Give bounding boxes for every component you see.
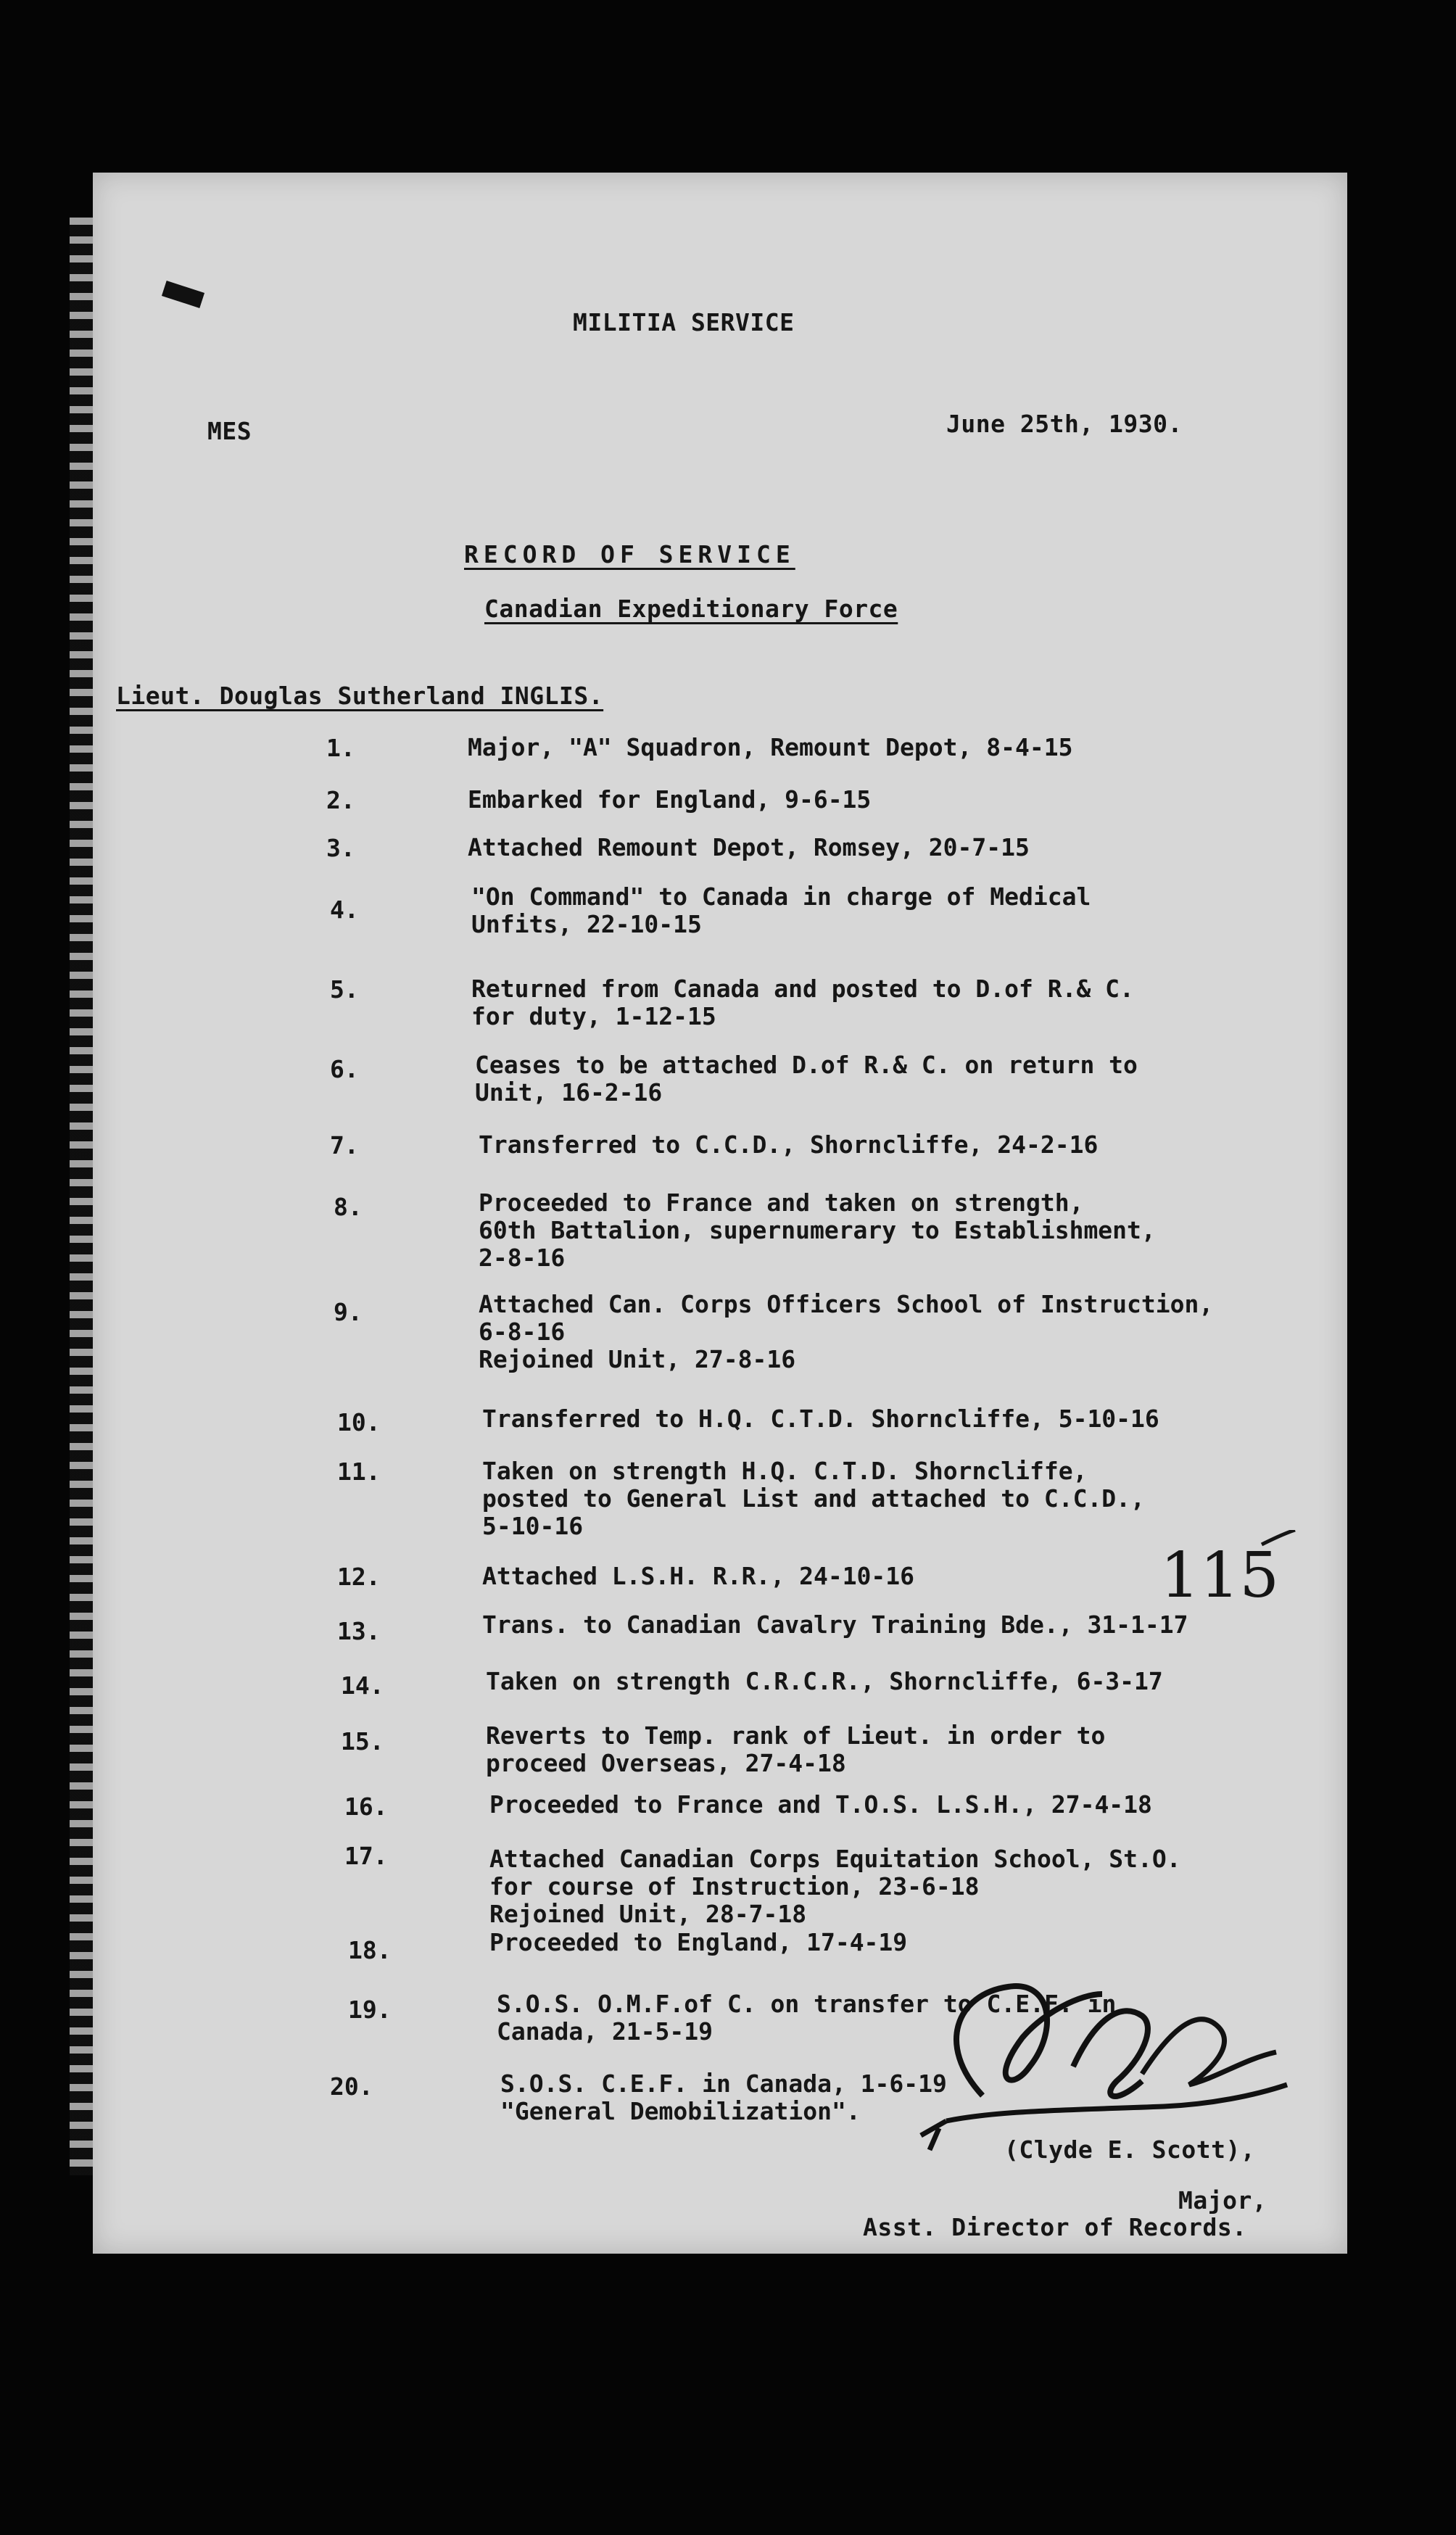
entry-text-3: Attached Remount Depot, Romsey, 20-7-15 bbox=[468, 833, 1030, 861]
entry-text-1: Major, "A" Squadron, Remount Depot, 8-4-15 bbox=[468, 733, 1073, 761]
entry-number-11: 11. bbox=[337, 1457, 381, 1486]
entry-text-14: Taken on strength C.R.C.R., Shorncliffe, 6-3-17 bbox=[486, 1667, 1163, 1695]
entry-number-18: 18. bbox=[348, 1936, 392, 1964]
entry-text-18: Proceeded to England, 17-4-19 bbox=[489, 1928, 908, 1956]
marginal-note-text: 115 bbox=[1160, 1539, 1280, 1610]
force-name: Canadian Expeditionary Force bbox=[484, 595, 898, 623]
entry-text-20: S.O.S. C.E.F. in Canada, 1-6-19 "General Demobilization". bbox=[500, 2069, 947, 2125]
entry-number-7: 7. bbox=[330, 1131, 359, 1159]
entry-number-1: 1. bbox=[326, 734, 355, 762]
entry-number-8: 8. bbox=[334, 1193, 363, 1221]
record-title: RECORD OF SERVICE bbox=[464, 540, 795, 568]
entry-number-17: 17. bbox=[344, 1842, 388, 1870]
entry-number-9: 9. bbox=[334, 1298, 363, 1326]
entry-text-17: Attached Canadian Corps Equitation School, St.O. for course of Instruction, 23-6-18 Rejoined Unit, 28-7-18 bbox=[489, 1845, 1181, 1928]
entry-text-6: Ceases to be attached D.of R.& C. on return to Unit, 16-2-16 bbox=[475, 1051, 1138, 1107]
entry-number-10: 10. bbox=[337, 1408, 381, 1436]
entry-number-3: 3. bbox=[326, 834, 355, 862]
document-date: June 25th, 1930. bbox=[946, 410, 1183, 438]
entry-text-2: Embarked for England, 9-6-15 bbox=[468, 785, 872, 814]
entry-text-19: S.O.S. O.M.F.of C. on transfer to C.E.F. in Canada, 21-5-19 bbox=[497, 1990, 1117, 2046]
entry-number-19: 19. bbox=[348, 1996, 392, 2024]
entry-text-15: Reverts to Temp. rank of Lieut. in order to proceed Overseas, 27-4-18 bbox=[486, 1721, 1106, 1777]
signatory-name: (Clyde E. Scott), bbox=[1004, 2135, 1256, 2164]
entry-text-4: "On Command" to Canada in charge of Medical Unfits, 22-10-15 bbox=[471, 882, 1091, 938]
entry-text-10: Transferred to H.Q. C.T.D. Shorncliffe, 5-10-16 bbox=[482, 1405, 1159, 1433]
entry-text-13: Trans. to Canadian Cavalry Training Bde., 31-1-17 bbox=[482, 1610, 1188, 1639]
entry-number-5: 5. bbox=[330, 975, 359, 1004]
handwritten-signature bbox=[914, 1943, 1291, 2161]
entry-number-15: 15. bbox=[341, 1727, 384, 1756]
entry-text-7: Transferred to C.C.D., Shorncliffe, 24-2-16 bbox=[479, 1130, 1099, 1159]
document-header: MILITIA SERVICE bbox=[573, 308, 795, 336]
entry-number-14: 14. bbox=[341, 1671, 384, 1700]
entry-text-16: Proceeded to France and T.O.S. L.S.H., 27-4-18 bbox=[489, 1790, 1152, 1819]
handwritten-marginal-note bbox=[1160, 1530, 1298, 1610]
entry-text-9: Attached Can. Corps Officers School of Instruction, 6-8-16 Rejoined Unit, 27-8-16 bbox=[479, 1290, 1214, 1373]
document-reference: MES bbox=[207, 417, 252, 445]
entry-number-2: 2. bbox=[326, 786, 355, 814]
entry-number-13: 13. bbox=[337, 1617, 381, 1645]
entry-text-5: Returned from Canada and posted to D.of R.& C. for duty, 1-12-15 bbox=[471, 975, 1134, 1030]
entry-number-6: 6. bbox=[330, 1055, 359, 1083]
entry-text-11: Taken on strength H.Q. C.T.D. Shorncliffe, posted to General List and attached to C.C.D., 5-10-16 bbox=[482, 1457, 1145, 1540]
entry-number-16: 16. bbox=[344, 1792, 388, 1821]
entry-number-12: 12. bbox=[337, 1563, 381, 1591]
entry-text-8: Proceeded to France and taken on strength, 60th Battalion, supernumerary to Establishment, 2-8-16 bbox=[479, 1188, 1156, 1272]
entry-number-4: 4. bbox=[330, 896, 359, 924]
officer-name: Lieut. Douglas Sutherland INGLIS. bbox=[116, 682, 604, 710]
signatory-title: Asst. Director of Records. bbox=[863, 2213, 1247, 2241]
signatory-rank: Major, bbox=[1178, 2186, 1267, 2214]
entry-text-12: Attached L.S.H. R.R., 24-10-16 bbox=[482, 1562, 915, 1590]
entry-number-20: 20. bbox=[330, 2072, 373, 2101]
